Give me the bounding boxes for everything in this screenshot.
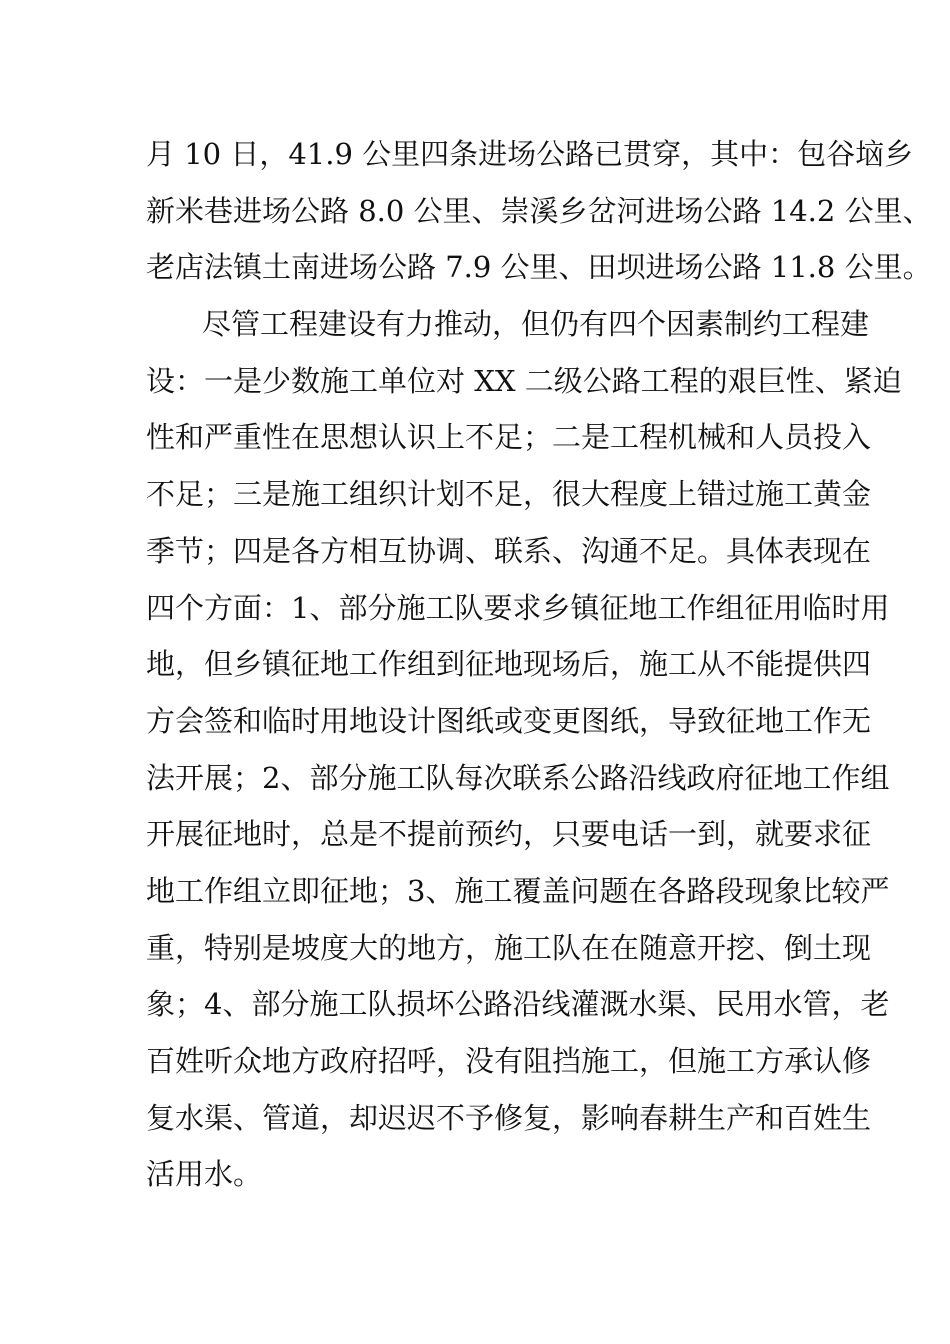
paragraph-line: 方会签和临时用地设计图纸或变更图纸，导致征地工作无 (146, 703, 872, 738)
paragraph-line: 不足；三是施工组织计划不足，很大程度上错过施工黄金 (146, 477, 872, 512)
paragraph-line: 活用水。 (146, 1157, 263, 1192)
paragraph-line: 象；4、部分施工队损坏公路沿线灌溉水渠、民用水管，老 (146, 987, 890, 1022)
paragraph-line: 开展征地时，总是不提前预约，只要电话一到，就要求征 (146, 817, 872, 852)
paragraph-line: 百姓听众地方政府招呼，没有阻挡施工，但施工方承认修 (146, 1044, 872, 1078)
paragraph-line: 性和严重性在思想认识上不足；二是工程机械和人员投入 (146, 420, 872, 455)
paragraph-line: 新米巷进场公路 8.0 公里、崇溪乡岔河进场公路 14.2 公里、 (146, 193, 932, 228)
paragraph-line: 重，特别是坡度大的地方，施工队在在随意开挖、倒土现 (146, 930, 872, 965)
document-body (146, 126, 932, 1203)
paragraph-line: 地工作组立即征地；3、施工覆盖问题在各路段现象比较严 (146, 873, 890, 908)
paragraph-1 (146, 126, 932, 296)
paragraph-line: 季节；四是各方相互协调、联系、沟通不足。具体表现在 (146, 533, 872, 568)
paragraph-line: 复水渠、管道，却迟迟不予修复，影响春耕生产和百姓生 (146, 1100, 872, 1135)
paragraph-line: 法开展；2、部分施工队每次联系公路沿线政府征地工作组 (146, 760, 890, 795)
paragraph-line: 老店法镇土南进场公路 7.9 公里、田坝进场公路 11.8 公里。 (146, 250, 932, 285)
paragraph-line: 地，但乡镇征地工作组到征地现场后，施工从不能提供四 (146, 647, 872, 682)
paragraph-2 (146, 296, 902, 1203)
paragraph-line: 设：一是少数施工单位对 XX 二级公路工程的艰巨性、紧迫 (146, 363, 902, 398)
paragraph-line: 四个方面：1、部分施工队要求乡镇征地工作组征用临时用 (146, 590, 890, 625)
paragraph-line: 月 10 日，41.9 公里四条进场公路已贯穿，其中：包谷垴乡 (146, 137, 914, 171)
paragraph-line: 尽管工程建设有力推动，但仍有四个因素制约工程建 (202, 307, 870, 342)
